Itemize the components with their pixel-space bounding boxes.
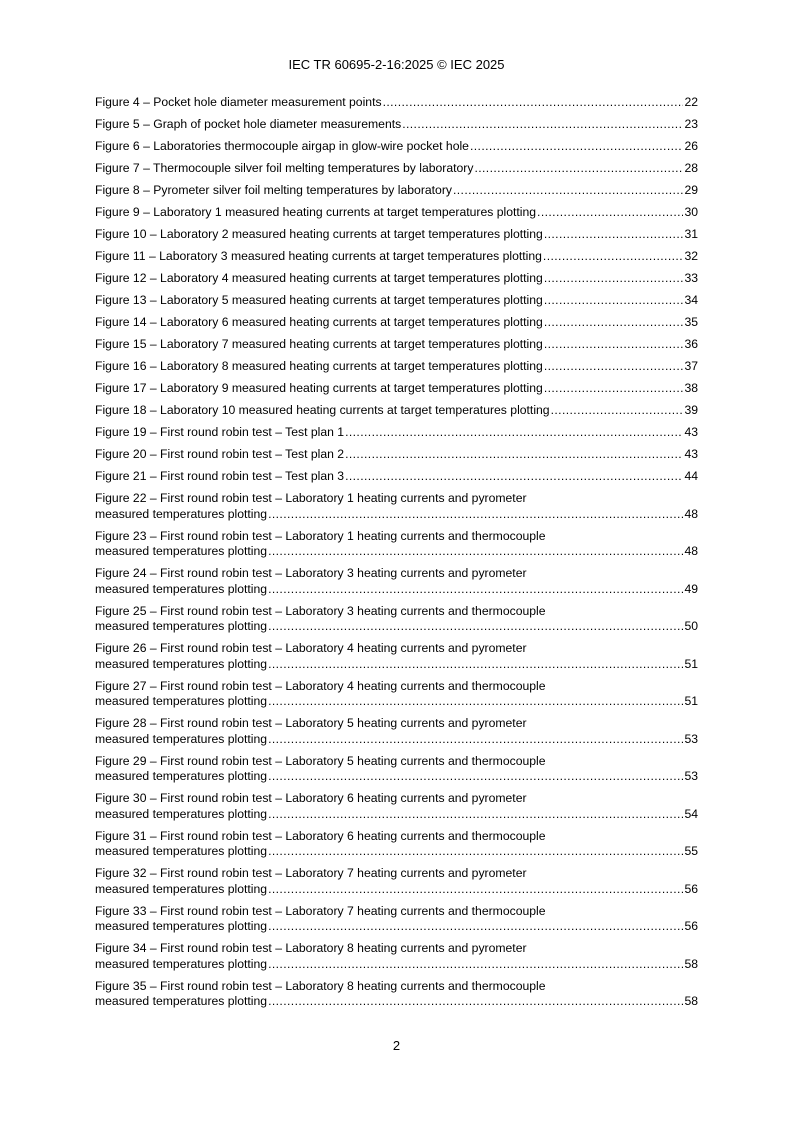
toc-entry-title: Figure 24 – First round robin test – Laboratory 3 heating currents and pyrometer	[95, 566, 527, 580]
toc-entry-page: 26	[684, 139, 698, 153]
toc-entry-title: Figure 10 – Laboratory 2 measured heating currents at target temperatures plotting	[95, 227, 543, 241]
toc-entry-title-continued: measured temperatures plotting	[95, 881, 268, 896]
toc-entry-title: Figure 8 – Pyrometer silver foil melting temperatures by laboratory	[95, 183, 452, 197]
toc-entry-page: 43	[684, 425, 698, 439]
toc-entry[interactable]	[95, 182, 698, 204]
toc-entry-page: 22	[684, 95, 698, 109]
toc-entry[interactable]	[95, 940, 698, 978]
toc-entry[interactable]	[95, 270, 698, 292]
dot-leader	[383, 94, 684, 110]
toc-entry-title: Figure 17 – Laboratory 9 measured heating currents at target temperatures plotting	[95, 381, 543, 395]
toc-entry-title-continued: measured temperatures plotting	[95, 806, 268, 821]
toc-entry-title: Figure 27 – First round robin test – Laboratory 4 heating currents and thermocouple	[95, 678, 546, 693]
dot-leader	[544, 336, 684, 352]
toc-entry-page: 33	[684, 271, 698, 285]
toc-entry-title-continued: measured temperatures plotting	[95, 956, 268, 971]
toc-entry-title-continued: measured temperatures plotting	[95, 544, 268, 558]
toc-entry-page: 29	[684, 183, 698, 197]
toc-entry-page: 34	[684, 293, 698, 307]
dot-leader	[268, 918, 683, 934]
toc-entry-title: Figure 25 – First round robin test – Laboratory 3 heating currents and thermocouple	[95, 603, 546, 618]
toc-entry[interactable]	[95, 640, 698, 678]
toc-entry-title: Figure 29 – First round robin test – Laboratory 5 heating currents and thermocouple	[95, 753, 546, 768]
toc-entry-page: 48	[684, 544, 698, 558]
toc-entry[interactable]	[95, 138, 698, 160]
dot-leader	[544, 380, 684, 396]
toc-entry-title: Figure 34 – First round robin test – Laboratory 8 heating currents and pyrometer	[95, 941, 527, 955]
toc-entry-title: Figure 6 – Laboratories thermocouple airgap in glow-wire pocket hole	[95, 139, 469, 153]
toc-entry[interactable]	[95, 753, 698, 791]
dot-leader	[470, 138, 683, 154]
toc-entry-title: Figure 13 – Laboratory 5 measured heating currents at target temperatures plotting	[95, 293, 543, 307]
toc-entry[interactable]	[95, 248, 698, 270]
toc-entry[interactable]	[95, 978, 698, 1016]
toc-entry[interactable]	[95, 865, 698, 903]
toc-entry[interactable]	[95, 358, 698, 380]
toc-entry[interactable]	[95, 790, 698, 828]
toc-entry[interactable]	[95, 424, 698, 446]
dot-leader	[474, 160, 683, 176]
toc-entry-page: 39	[684, 403, 698, 417]
toc-entry-title: Figure 21 – First round robin test – Test plan 3	[95, 469, 345, 483]
toc-entry-title: Figure 30 – First round robin test – Laboratory 6 heating currents and pyrometer	[95, 791, 527, 805]
toc-entry-page: 43	[684, 447, 698, 461]
toc-entry[interactable]	[95, 314, 698, 336]
toc-entry-title: Figure 22 – First round robin test – Laboratory 1 heating currents and pyrometer	[95, 491, 527, 505]
toc-entry-page: 38	[684, 381, 698, 395]
toc-entry-title: Figure 14 – Laboratory 6 measured heating currents at target temperatures plotting	[95, 315, 543, 329]
toc-entry[interactable]	[95, 528, 698, 566]
toc-entry-title: Figure 19 – First round robin test – Test plan 1	[95, 425, 345, 439]
toc-entry-page: 28	[684, 161, 698, 175]
toc-entry-title: Figure 9 – Laboratory 1 measured heating currents at target temperatures plotting	[95, 205, 537, 219]
toc-entry-title-continued: measured temperatures plotting	[95, 994, 268, 1008]
toc-entry-title: Figure 26 – First round robin test – Laboratory 4 heating currents and pyrometer	[95, 641, 527, 655]
dot-leader	[543, 248, 684, 264]
toc-entry[interactable]	[95, 678, 698, 716]
dot-leader	[268, 581, 683, 597]
dot-leader	[345, 424, 683, 440]
toc-entry-title: Figure 28 – First round robin test – Laboratory 5 heating currents and pyrometer	[95, 716, 527, 730]
toc-entry-title: Figure 7 – Thermocouple silver foil melting temperatures by laboratory	[95, 161, 474, 175]
toc-entry[interactable]	[95, 292, 698, 314]
dot-leader	[345, 446, 683, 462]
toc-entry-title-continued: measured temperatures plotting	[95, 919, 268, 933]
toc-entry-page: 23	[684, 117, 698, 131]
toc-entry-title-continued: measured temperatures plotting	[95, 619, 268, 633]
dot-leader	[345, 468, 683, 484]
toc-entry-title-continued: measured temperatures plotting	[95, 581, 268, 596]
toc-entry-title-continued: measured temperatures plotting	[95, 769, 268, 783]
toc-entry-page: 37	[684, 359, 698, 373]
toc-entry[interactable]	[95, 565, 698, 603]
dot-leader	[268, 956, 683, 972]
toc-entry-page: 53	[684, 731, 698, 746]
dot-leader	[402, 116, 683, 132]
toc-entry-page: 54	[684, 806, 698, 821]
toc-entry[interactable]	[95, 468, 698, 490]
dot-leader	[551, 402, 684, 418]
toc-entry-page: 48	[684, 506, 698, 521]
toc-entry-title-continued: measured temperatures plotting	[95, 844, 268, 858]
toc-entry-title: Figure 35 – First round robin test – Laboratory 8 heating currents and thermocouple	[95, 978, 546, 993]
toc-entry[interactable]	[95, 226, 698, 248]
toc-entry-title: Figure 4 – Pocket hole diameter measurement points	[95, 95, 382, 109]
toc-entry[interactable]	[95, 116, 698, 138]
dot-leader	[537, 204, 683, 220]
dot-leader	[268, 693, 683, 709]
page-header: IEC TR 60695-2-16:2025 © IEC 2025	[288, 57, 505, 72]
toc-entry[interactable]	[95, 336, 698, 358]
toc-entry[interactable]	[95, 402, 698, 424]
toc-entry-page: 32	[684, 249, 698, 263]
toc-entry-page: 30	[684, 205, 698, 219]
dot-leader	[268, 806, 683, 822]
toc-entry[interactable]	[95, 94, 698, 116]
toc-entry-page: 58	[684, 956, 698, 971]
toc-entry-title: Figure 12 – Laboratory 4 measured heating currents at target temperatures plotting	[95, 271, 543, 285]
dot-leader	[268, 731, 683, 747]
toc-entry[interactable]	[95, 490, 698, 528]
toc-entry-page: 36	[684, 337, 698, 351]
toc-entry-page: 35	[684, 315, 698, 329]
toc-entry-page: 55	[684, 844, 698, 858]
toc-entry-page: 56	[684, 881, 698, 896]
dot-leader	[268, 618, 683, 634]
dot-leader	[268, 843, 683, 859]
toc-entry-page: 51	[684, 656, 698, 671]
toc-entry-page: 44	[684, 469, 698, 483]
toc-entry-title-continued: measured temperatures plotting	[95, 731, 268, 746]
toc-entry-title: Figure 32 – First round robin test – Laboratory 7 heating currents and pyrometer	[95, 866, 527, 880]
dot-leader	[268, 506, 683, 522]
toc-entry-title: Figure 23 – First round robin test – Laboratory 1 heating currents and thermocouple	[95, 528, 546, 543]
toc-entry[interactable]	[95, 204, 698, 226]
dot-leader	[268, 993, 683, 1009]
toc-entry-title: Figure 20 – First round robin test – Test plan 2	[95, 447, 345, 461]
toc-entry-page: 56	[684, 919, 698, 933]
toc-entry-title: Figure 31 – First round robin test – Laboratory 6 heating currents and thermocouple	[95, 828, 546, 843]
dot-leader	[268, 768, 683, 784]
toc-entry[interactable]	[95, 380, 698, 402]
toc-entry-title-continued: measured temperatures plotting	[95, 506, 268, 521]
dot-leader	[453, 182, 683, 198]
toc-entry[interactable]	[95, 603, 698, 641]
list-of-figures	[95, 94, 698, 1015]
toc-entry[interactable]	[95, 715, 698, 753]
toc-entry-title: Figure 5 – Graph of pocket hole diameter measurements	[95, 117, 402, 131]
toc-entry-title: Figure 33 – First round robin test – Laboratory 7 heating currents and thermocouple	[95, 903, 546, 918]
dot-leader	[544, 270, 684, 286]
dot-leader	[268, 656, 683, 672]
toc-entry-page: 50	[684, 619, 698, 633]
dot-leader	[544, 292, 684, 308]
toc-entry-title: Figure 15 – Laboratory 7 measured heating currents at target temperatures plotting	[95, 337, 543, 351]
dot-leader	[544, 358, 684, 374]
toc-entry-page: 49	[684, 581, 698, 596]
toc-entry-page: 58	[684, 994, 698, 1008]
toc-entry-title: Figure 18 – Laboratory 10 measured heating currents at target temperatures plotting	[95, 403, 550, 417]
dot-leader	[544, 314, 684, 330]
toc-entry[interactable]	[95, 828, 698, 866]
dot-leader	[544, 226, 684, 242]
toc-entry[interactable]	[95, 903, 698, 941]
toc-entry-page: 51	[684, 694, 698, 708]
page-number: 2	[392, 1038, 401, 1053]
dot-leader	[268, 881, 683, 897]
toc-entry-title: Figure 16 – Laboratory 8 measured heating currents at target temperatures plotting	[95, 359, 543, 373]
toc-entry-page: 53	[684, 769, 698, 783]
toc-entry[interactable]	[95, 446, 698, 468]
toc-entry-title: Figure 11 – Laboratory 3 measured heating currents at target temperatures plotting	[95, 249, 542, 263]
toc-entry-page: 31	[684, 227, 698, 241]
dot-leader	[268, 543, 683, 559]
toc-entry-title-continued: measured temperatures plotting	[95, 656, 268, 671]
toc-entry-title-continued: measured temperatures plotting	[95, 694, 268, 708]
toc-entry[interactable]	[95, 160, 698, 182]
